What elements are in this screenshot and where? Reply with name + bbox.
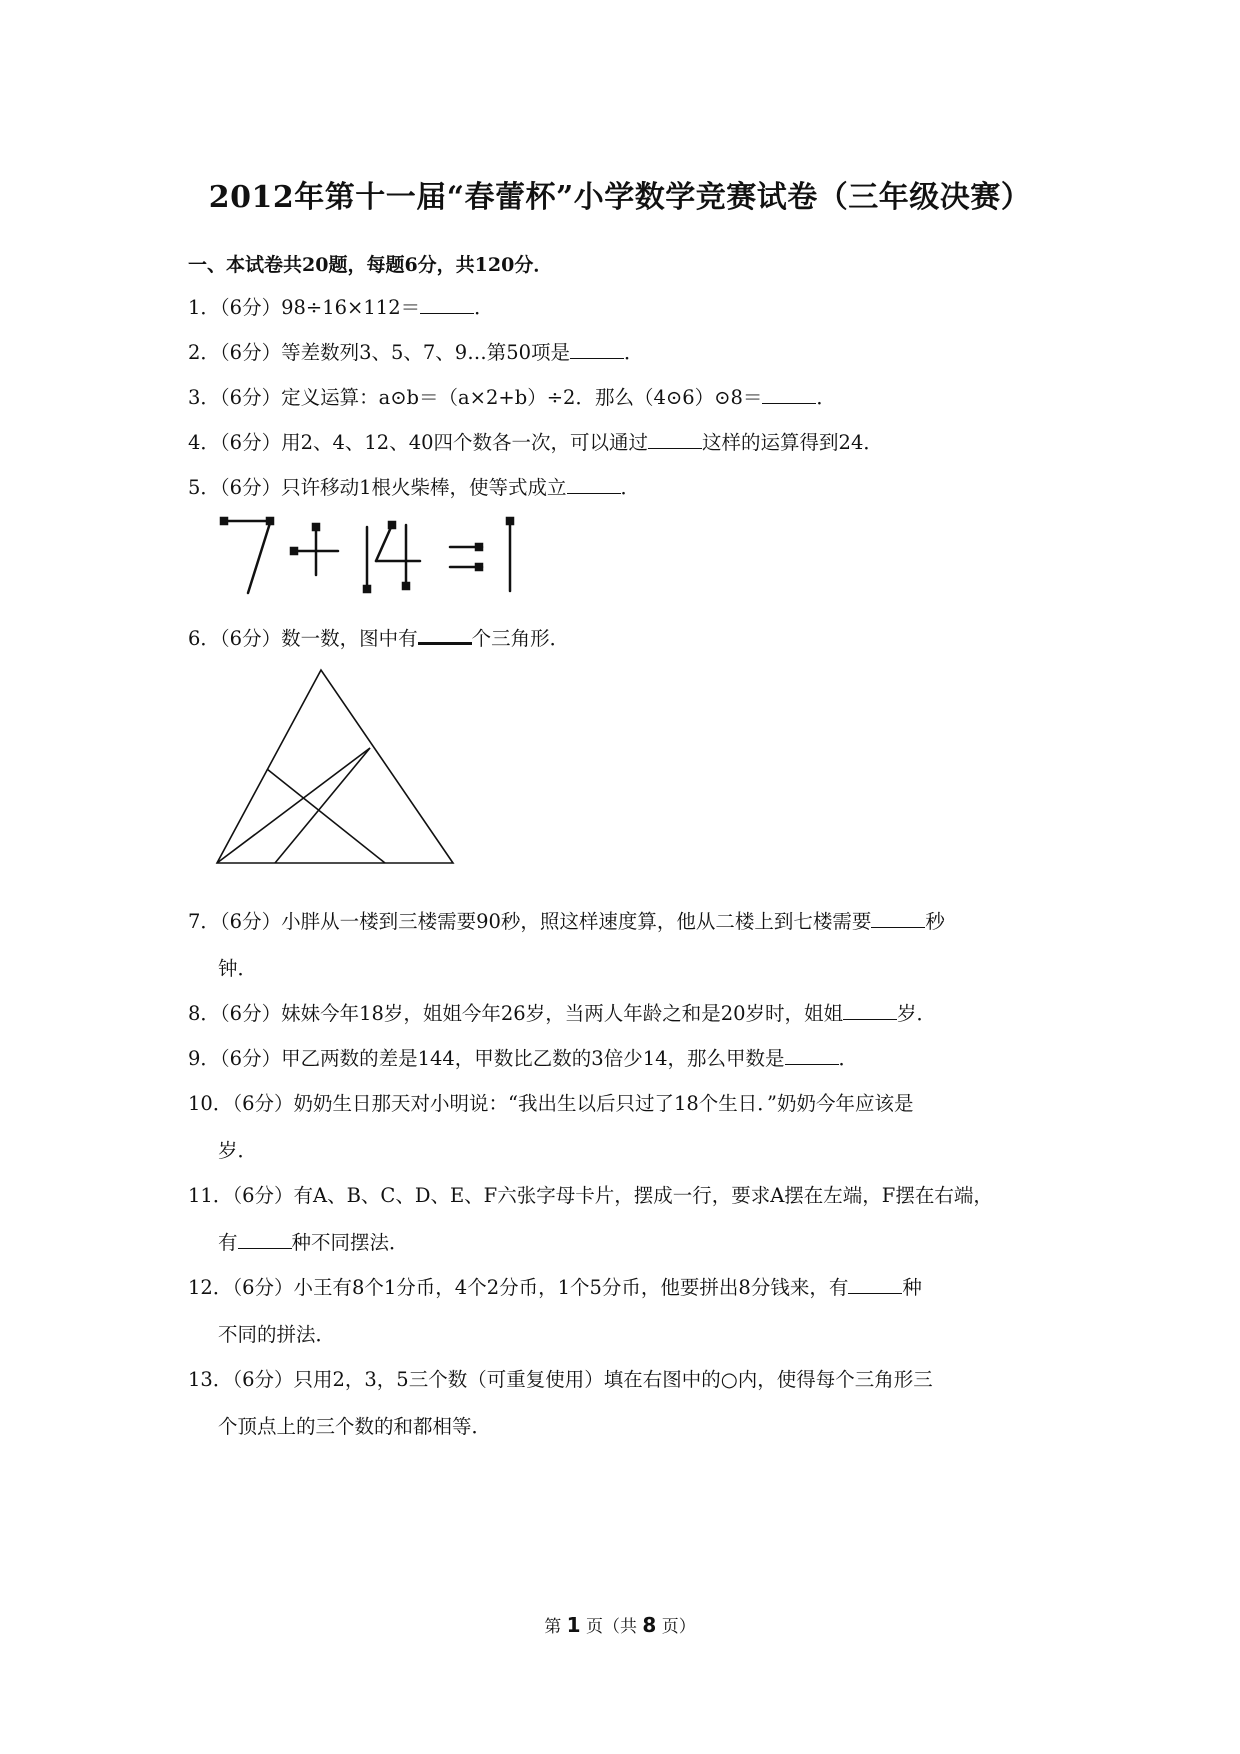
question-number: 11．: [188, 1184, 233, 1207]
question-number: 4．: [188, 431, 220, 454]
answer-blank[interactable]: [785, 1048, 839, 1065]
answer-blank[interactable]: [238, 1232, 292, 1249]
answer-blank[interactable]: [843, 1003, 897, 1020]
question-6: [188, 623, 569, 651]
question-4: [188, 427, 883, 455]
question-number: 13．: [188, 1368, 233, 1391]
question-9: [188, 1043, 858, 1071]
question-text-end: 种: [902, 1276, 922, 1299]
footer-text: 页（共: [580, 1617, 643, 1637]
question-number: 6．: [188, 627, 220, 650]
section-heading: 一、本试卷共20题，每题6分，共120分．: [188, 254, 553, 276]
question-text: （6分）用2、4、12、40四个数各一次，可以通过: [219, 431, 649, 454]
answer-blank[interactable]: [762, 387, 816, 404]
question-text: （6分）小胖从一楼到三楼需要90秒，照这样速度算，他从二楼上到七楼需要: [219, 910, 872, 933]
answer-blank[interactable]: [848, 1277, 902, 1294]
question-12-continuation: 不同的拼法．: [218, 1323, 336, 1346]
question-11: [188, 1180, 993, 1208]
page-title: 2012年第十一届“春蕾杯”小学数学竞赛试卷（三年级决赛）: [208, 180, 1032, 215]
question-text-end: ．: [816, 386, 836, 409]
question-13: [188, 1364, 933, 1392]
question-text: （6分）有A、B、C、D、E、F六张字母卡片，摆成一行，要求A摆在左端，F摆在右端，: [232, 1184, 993, 1207]
answer-blank[interactable]: [418, 626, 472, 645]
page-total: 8: [642, 1613, 657, 1637]
question-number: 5．: [188, 476, 220, 499]
answer-blank[interactable]: [871, 911, 925, 928]
footer-text: 页）: [656, 1617, 696, 1637]
question-number: 10．: [188, 1092, 233, 1115]
question-12: [188, 1272, 922, 1300]
answer-blank[interactable]: [648, 432, 702, 449]
footer-text: 第: [544, 1617, 567, 1637]
question-text: （6分）奶奶生日那天对小明说：“我出生以后只过了18个生日．”奶奶今年应该是: [232, 1092, 914, 1115]
answer-blank[interactable]: [570, 342, 624, 359]
answer-blank[interactable]: [420, 297, 474, 314]
question-text: （6分）妹妹今年18岁，姐姐今年26岁，当两人年龄之和是20岁时，姐姐: [219, 1002, 844, 1025]
question-number: 3．: [188, 386, 220, 409]
question-text-end: ．: [624, 341, 644, 364]
question-text-end: 种不同摆法．: [291, 1231, 409, 1254]
question-13-continuation: 个顶点上的三个数的和都相等．: [218, 1415, 492, 1438]
question-text-end: ．: [620, 476, 641, 499]
question-text: （6分）等差数列3、5、7、9…第50项是: [219, 341, 571, 364]
question-5: [188, 472, 640, 500]
page-footer: [0, 1612, 1240, 1637]
question-number: 2．: [188, 341, 220, 364]
question-text: （6分）只用2，3，5三个数（可重复使用）填在右图中的○内，使得每个三角形三: [232, 1368, 933, 1391]
question-text-end: 岁．: [897, 1002, 937, 1025]
question-7: [188, 906, 945, 934]
question-text-end: 个三角形．: [471, 627, 570, 650]
question-number: 1．: [188, 296, 220, 319]
question-2: [188, 337, 644, 365]
question-11-continuation: [218, 1227, 409, 1255]
question-text: （6分）98÷16×112＝: [219, 296, 421, 319]
question-text: （6分）定义运算：a⊙b＝（a×2+b）÷2．那么（4⊙6）⊙8＝: [219, 386, 763, 409]
question-text-end: ．: [474, 296, 494, 319]
question-text: （6分）只许移动1根火柴棒，使等式成立: [219, 476, 567, 499]
question-number: 8．: [188, 1002, 220, 1025]
question-text: （6分）数一数，图中有: [219, 627, 418, 650]
question-7-continuation: 钟．: [218, 957, 258, 980]
question-8: [188, 998, 936, 1026]
question-text: （6分）小王有8个1分币，4个2分币，1个5分币，他要拼出8分钱来，有: [232, 1276, 849, 1299]
question-10-continuation: 岁．: [218, 1139, 258, 1162]
question-number: 12．: [188, 1276, 233, 1299]
question-text: 有: [218, 1231, 238, 1254]
question-3: [188, 382, 836, 410]
answer-blank[interactable]: [567, 477, 621, 494]
page-number: 1: [566, 1613, 581, 1637]
question-1: [188, 292, 494, 320]
triangle-count-figure: [215, 668, 460, 868]
question-number: 9．: [188, 1047, 220, 1070]
question-10: [188, 1088, 914, 1116]
question-text-end: 这样的运算得到24．: [702, 431, 883, 454]
question-text: （6分）甲乙两数的差是144，甲数比乙数的3倍少14，那么甲数是: [219, 1047, 785, 1070]
question-text-end: ．: [838, 1047, 859, 1070]
matchstick-equation-figure: [220, 515, 520, 595]
question-number: 7．: [188, 910, 220, 933]
question-text-end: 秒: [925, 910, 945, 933]
